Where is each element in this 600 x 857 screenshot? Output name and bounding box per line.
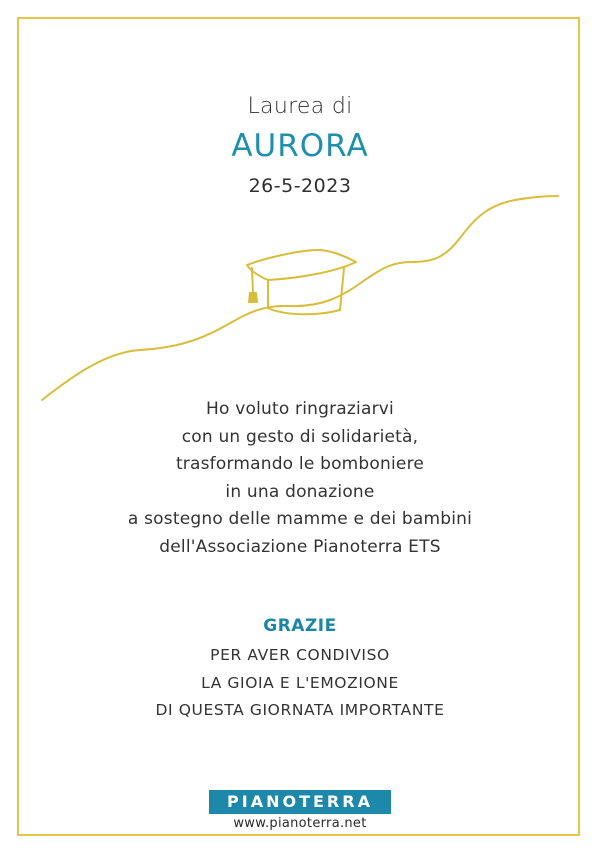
- graduation-date: 26-5-2023: [248, 175, 352, 197]
- wave-line: [42, 196, 558, 400]
- thanks-line: LA GIOIA E L'EMOZIONE: [201, 673, 399, 692]
- intro-text: Laurea di: [247, 94, 353, 119]
- message-block: [0, 396, 600, 561]
- decorative-wave: [0, 0, 600, 420]
- logo-text: PIANOTERRA: [227, 792, 373, 811]
- cap-tassel: [252, 268, 253, 293]
- cap-tassel-end: [249, 293, 257, 302]
- thanks-title: GRAZIE: [263, 616, 337, 636]
- message-line: in una donazione: [225, 481, 375, 502]
- pianoterra-logo: [209, 790, 391, 814]
- graduation-cap-icon: [247, 250, 356, 314]
- message-line: a sostegno delle mamme e dei bambini: [127, 509, 473, 529]
- message-line: trasformando le bomboniere: [175, 454, 425, 474]
- website-url: www.pianoterra.net: [233, 816, 367, 831]
- message-line: Ho voluto ringraziarvi: [206, 399, 394, 419]
- message-line: dell'Associazione Pianoterra ETS: [159, 536, 441, 557]
- graduate-name: AURORA: [231, 128, 369, 164]
- thanks-line: DI QUESTA GIORNATA IMPORTANTE: [155, 701, 445, 719]
- cap-board: [247, 250, 356, 280]
- message-line: con un gesto di solidarietà,: [181, 426, 419, 447]
- thanks-block: [0, 642, 600, 725]
- thanks-line: PER AVER CONDIVISO: [210, 646, 390, 664]
